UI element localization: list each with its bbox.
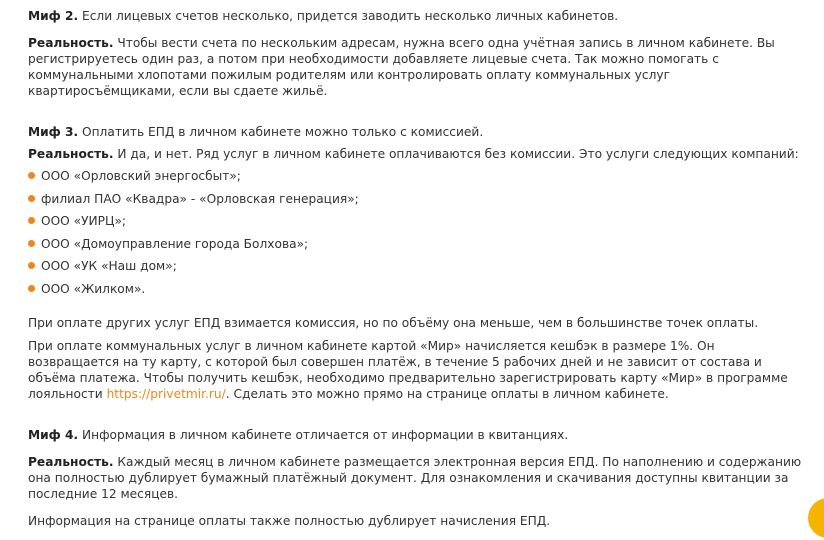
cashback-paragraph xyxy=(28,338,806,402)
cashback-text-before: При оплате коммунальных услуг в личном кабинете картой «Мир» начисляется кешбэк в размере 1%. Он возвращается на ту карту, с которой был совершен платёж, в течение 5 рабочих дней и не зависит от состава и объёма платежа. Чтобы получить кешбэк, необходимо предварительно зарегистрировать карту «Мир» в программе лояльности xyxy=(28,338,788,401)
myth-3-reality-text: И да, и нет. Ряд услуг в личном кабинете оплачиваются без комиссии. Это услуги следующих компаний: xyxy=(113,147,799,161)
myth-4-statement xyxy=(28,427,806,443)
floating-action-button[interactable] xyxy=(808,498,824,538)
list-item: ООО «УИРЦ»; xyxy=(28,213,806,229)
myth-4-reality xyxy=(28,454,806,502)
cashback-text-after: . Сделать это можно прямо на странице оплаты в личном кабинете. xyxy=(225,386,669,401)
myth-4-reality-label: Реальность. xyxy=(28,454,114,469)
commission-free-companies-list xyxy=(28,168,806,297)
list-item: ООО «Орловский энергосбыт»; xyxy=(28,168,806,184)
myth-3-text: Оплатить ЕПД в личном кабинете можно только с комиссией. xyxy=(78,125,484,139)
myth-2-reality-label: Реальность. xyxy=(28,36,114,50)
list-item: ООО «Жилком». xyxy=(28,281,806,297)
article-content xyxy=(28,8,806,540)
list-item: ООО «Домоуправление города Болхова»; xyxy=(28,236,806,252)
myth-2-title: Миф 2. xyxy=(28,9,79,23)
list-item: филиал ПАО «Квадра» - «Орловская генерация»; xyxy=(28,191,806,207)
myth-4-reality-text: Каждый месяц в личном кабинете размещается электронная версия ЕПД. По наполнению и содержанию она полностью дублирует бумажный платёжный документ. Для ознакомления и скачивания доступны квитанции за последние 12 месяцев. xyxy=(28,454,802,501)
section-spacer xyxy=(28,110,806,124)
myth-3-reality-label: Реальность. xyxy=(28,147,114,161)
privetmir-link[interactable]: https://privetmir.ru/ xyxy=(106,386,226,401)
list-item: ООО «УК «Наш дом»; xyxy=(28,258,806,274)
myth-3-statement xyxy=(28,124,806,140)
myth-3-reality xyxy=(28,146,806,162)
myth-2-statement xyxy=(28,8,806,24)
myth-4-text: Информация в личном кабинете отличается от информации в квитанциях. xyxy=(78,427,569,442)
payment-page-paragraph: Информация на странице оплаты также полностью дублирует начисления ЕПД. xyxy=(28,513,551,528)
myth-2-reality xyxy=(28,35,806,99)
section-spacer xyxy=(28,413,806,427)
myth-3-title: Миф 3. xyxy=(28,125,79,139)
myth-2-text: Если лицевых счетов несколько, придется заводить несколько личных кабинетов. xyxy=(78,9,619,23)
myth-4-title: Миф 4. xyxy=(28,427,79,442)
commission-paragraph: При оплате других услуг ЕПД взимается комиссия, но по объёму она меньше, чем в большинстве точек оплаты. xyxy=(28,315,759,330)
myth-2-reality-text: Чтобы вести счета по нескольким адресам, нужна всего одна учётная запись в личном кабинете. Вы регистрируетесь один раз, а потом при необходимости добавляете лицевые счета. Так можно помогать с коммунальными хлопотами пожилым родителям или контролировать оплату коммунальных услуг квартиросъёмщиками, если вы сдаете жильё. xyxy=(28,36,775,98)
